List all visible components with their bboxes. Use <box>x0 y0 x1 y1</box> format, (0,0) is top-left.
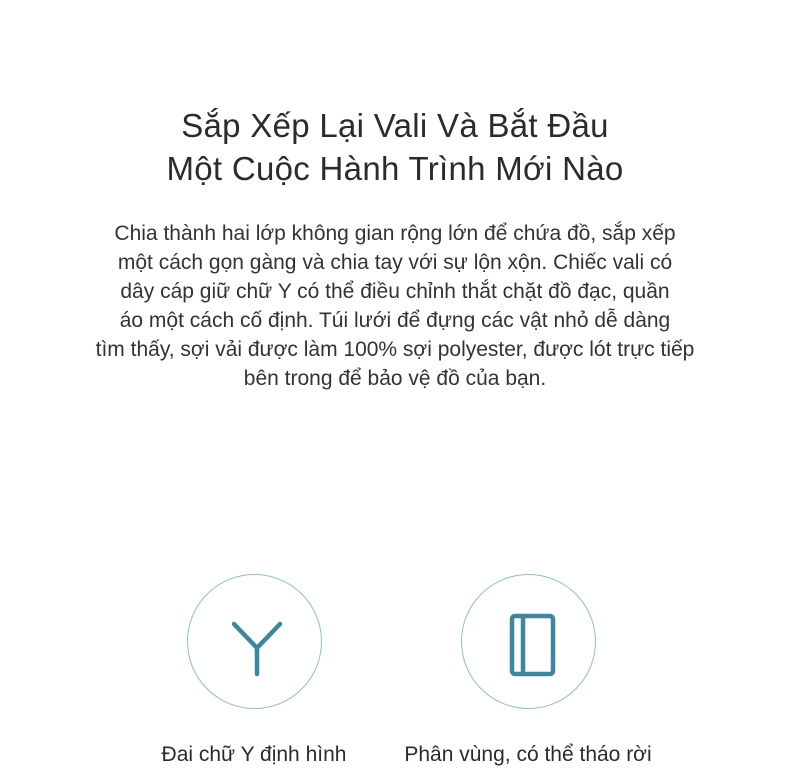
description-line: tìm thấy, sợi vải được làm 100% sợi polyester, được lót trực tiếp <box>95 338 695 361</box>
description-line: một cách gọn gàng và chia tay với sự lộn xộn. Chiếc vali có <box>117 251 673 274</box>
description-line: bên trong để bảo vệ đồ của bạn. <box>243 367 547 390</box>
y-strap-icon <box>188 575 323 710</box>
feature-partition <box>378 574 678 767</box>
description-line: Chia thành hai lớp không gian rộng lớn để chứa đồ, sắp xếp <box>114 222 676 245</box>
section-title-line-1: Sắp Xếp Lại Vali Và Bắt Đầu <box>181 107 609 144</box>
feature-label: Đai chữ Y định hình <box>161 743 347 766</box>
description-line: áo một cách cố định. Túi lưới để đựng các vật nhỏ dễ dàng <box>119 309 671 332</box>
description-line: dây cáp giữ chữ Y có thể điều chỉnh thắt chặt đồ đạc, quần <box>120 280 670 303</box>
section-title <box>0 104 790 190</box>
section-description <box>60 219 730 393</box>
section-title-line-2: Một Cuộc Hành Trình Mới Nào <box>166 150 624 187</box>
feature-icon-circle <box>187 574 322 709</box>
feature-y-strap <box>104 574 404 767</box>
partition-icon <box>462 575 597 710</box>
feature-label: Phân vùng, có thể tháo rời <box>404 743 652 766</box>
feature-icon-circle <box>461 574 596 709</box>
